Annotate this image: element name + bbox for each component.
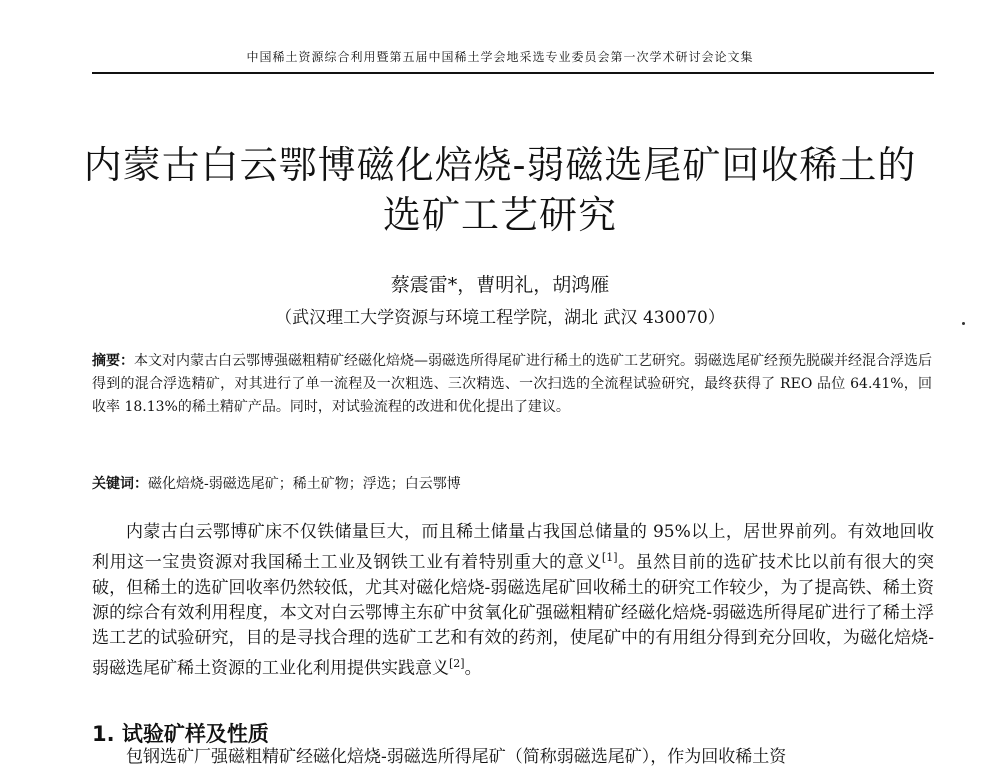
abstract	[92, 350, 932, 419]
running-head: 中国稀土资源综合利用暨第五届中国稀土学会地采选专业委员会第一次学术研讨会论文集	[246, 50, 754, 64]
header-rule	[92, 72, 934, 74]
authors: 蔡震雷*，曹明礼，胡鸿雁	[390, 274, 610, 296]
intro-text-1: 内蒙古白云鄂博矿床不仅铁储量巨大，而且稀土储量占我国总储量的 95%以上，居世界前列。有效地回收利用这一宝贵资源对我国稀土工业及钢铁工业有着特别重大的意义	[92, 522, 934, 573]
intro-text-3: 。	[464, 658, 482, 679]
keywords-label: 关键词：	[92, 476, 148, 492]
citation-2: [2]	[449, 656, 465, 670]
intro-paragraph	[92, 520, 934, 681]
affiliation: （武汉理工大学资源与环境工程学院，湖北 武汉 430070）	[275, 308, 725, 328]
citation-1: [1]	[601, 551, 618, 564]
paper-title	[60, 140, 940, 240]
section-title: 试验矿样及性质	[121, 722, 269, 746]
abstract-label: 摘要：	[92, 353, 134, 369]
keywords-text: 磁化焙烧-弱磁选尾矿；稀土矿物；浮选；白云鄂博	[148, 476, 461, 492]
intro-text-2: 。虽然目前的选矿技术比以前有很大的突破，但稀土的选矿回收率仍然较低，尤其对磁化焙烧-弱磁选尾矿回收稀土的研究工作较少，为了提高铁、稀土资源的综合有效利用程度，本文对白云鄂博主东矿中贫氧化矿强磁粗精矿经磁化焙烧-弱磁选所得尾矿进行了稀土浮选工艺的试验研究，目的是寻找合理的选矿工艺和有效的药剂，使尾矿中的有用组分得到充分回收，为磁化焙烧-弱磁选尾矿稀土资源的工业化利用提供实践意义	[92, 552, 935, 679]
scan-dot	[962, 322, 965, 325]
title-line-2: 选矿工艺研究	[382, 193, 617, 237]
section-number: 1.	[92, 722, 115, 746]
keywords	[92, 474, 932, 494]
abstract-text: 本文对内蒙古白云鄂博强磁粗精矿经磁化焙烧—弱磁选所得尾矿进行稀土的选矿工艺研究。弱磁选尾矿经预先脱碳并经混合浮选后得到的混合浮选精矿，对其进行了单一流程及一次粗选、三次精选、一次扫选的全流程试验研究，最终获得了 REO 品位 64.41%，回收率 18.13%的稀土精矿产品。同时，对试验流程的改进和优化提出了建议。	[92, 353, 932, 415]
section-heading-1	[92, 718, 269, 748]
title-line-1: 内蒙古白云鄂博磁化焙烧-弱磁选尾矿回收稀土的	[83, 143, 917, 187]
section-1-first-line: 包钢选矿厂强磁粗精矿经磁化焙烧-弱磁选所得尾矿（简称弱磁选尾矿），作为回收稀土资	[126, 747, 787, 767]
